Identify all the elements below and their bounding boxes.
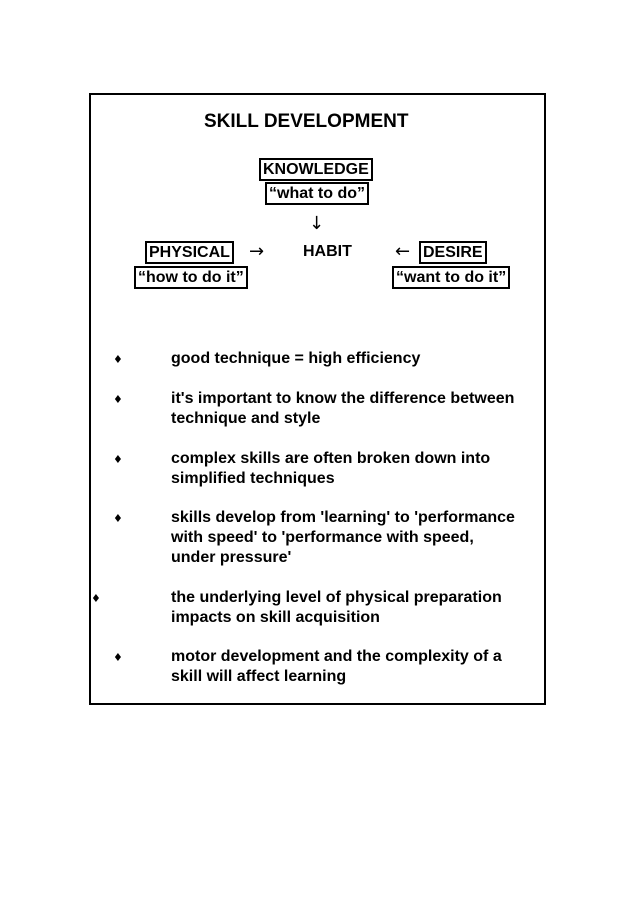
bullet-line: skills develop from 'learning' to 'performance (171, 509, 515, 526)
bullet-diamond-icon: ♦ (113, 512, 123, 525)
down-arrow-icon: ↓ (309, 213, 325, 234)
bullet-item (171, 588, 551, 628)
bullet-line: under pressure' (171, 549, 292, 566)
desire-box: DESIRE (419, 241, 487, 264)
bullet-line: with speed' to 'performance with speed, (171, 529, 474, 546)
bullet-line: simplified techniques (171, 470, 335, 487)
knowledge-subtitle-box: “what to do” (265, 182, 369, 205)
bullet-line: the underlying level of physical preparation (171, 589, 502, 606)
bullet-diamond-icon: ♦ (113, 393, 123, 406)
habit-label: HABIT (303, 243, 352, 260)
bullet-diamond-icon: ♦ (91, 592, 101, 605)
bullet-item (171, 349, 551, 369)
knowledge-box: KNOWLEDGE (259, 158, 373, 181)
bullet-line: skill will affect learning (171, 668, 347, 685)
bullet-line: motor development and the complexity of a (171, 648, 502, 665)
bullet-item (171, 647, 551, 687)
bullet-item (171, 389, 551, 429)
bullet-diamond-icon: ♦ (113, 453, 123, 466)
physical-box: PHYSICAL (145, 241, 234, 264)
bullet-diamond-icon: ♦ (113, 353, 123, 366)
bullet-line: it's important to know the difference between (171, 390, 515, 407)
bullet-line: impacts on skill acquisition (171, 609, 380, 626)
bullet-line: complex skills are often broken down into (171, 450, 491, 467)
desire-subtitle-box: “want to do it” (392, 266, 510, 289)
bullet-line: good technique = high efficiency (171, 350, 421, 367)
bullet-item (171, 449, 551, 489)
left-arrow-icon: ← (395, 241, 411, 262)
page-title: SKILL DEVELOPMENT (204, 111, 409, 132)
bullet-diamond-icon: ♦ (113, 651, 123, 664)
bullet-line: technique and style (171, 410, 321, 427)
bullet-item (171, 508, 551, 568)
right-arrow-icon: → (249, 241, 265, 262)
physical-subtitle-box: “how to do it” (134, 266, 248, 289)
